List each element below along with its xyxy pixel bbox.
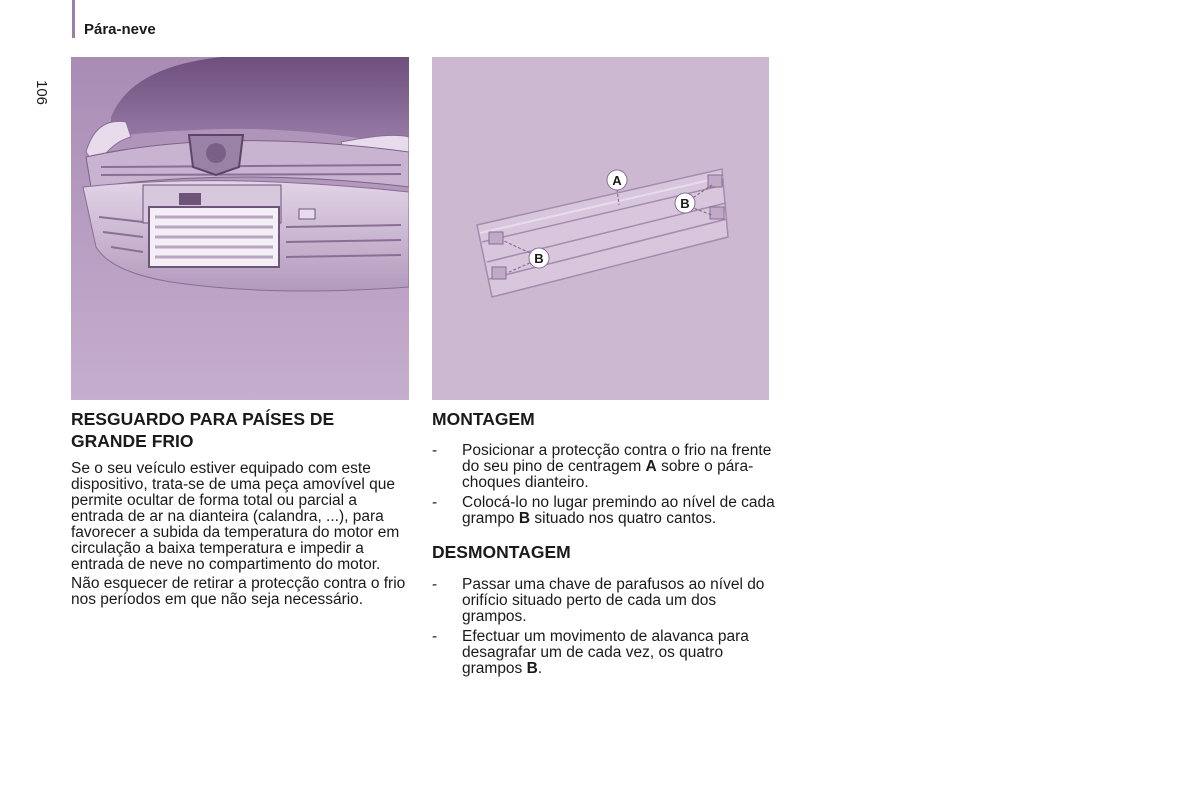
step-text: Efectuar um movimento de alavanca para desagrafar um de cada vez, os quatro grampos bbox=[462, 628, 749, 677]
left-column bbox=[71, 408, 411, 608]
list-dash: - bbox=[432, 442, 438, 459]
list-item bbox=[432, 629, 777, 677]
paragraph-description: Se o seu veículo estiver equipado com este dispositivo, trata-se de uma peça amovível que permite ocultar de forma total ou parcial a entrada de ar na dianteira (calandra, ...), para favorecer a subida da temperatura do motor em circulação a baixa temperatura e impedir a entrada de neve no compartimento do motor. bbox=[71, 460, 400, 573]
desmontagem-steps bbox=[432, 577, 777, 677]
paragraph-reminder: Não esquecer de retirar a protecção contra o frio nos períodos em que não seja necessário. bbox=[71, 575, 406, 608]
label-b-left: B bbox=[534, 251, 544, 266]
heading-desmontagem: DESMONTAGEM bbox=[432, 542, 571, 562]
list-dash: - bbox=[432, 494, 438, 511]
list-item bbox=[432, 577, 777, 625]
page-number: 106 bbox=[33, 80, 50, 106]
label-a: A bbox=[612, 173, 622, 188]
step-text: Colocá-lo no lugar premindo ao nível de cada grampo bbox=[462, 494, 775, 527]
list-item bbox=[432, 495, 777, 527]
step-text-end: . bbox=[537, 660, 543, 677]
montagem-steps bbox=[432, 443, 777, 527]
label-b-right: B bbox=[680, 196, 690, 211]
list-item bbox=[432, 443, 777, 491]
step-text: Posicionar a protecção contra o frio na frente do seu pino de centragem bbox=[462, 442, 772, 475]
section-title: Pára-neve bbox=[84, 21, 156, 38]
step-ref: B bbox=[518, 510, 531, 527]
car-front-drawing bbox=[71, 57, 409, 400]
step-ref: B bbox=[526, 660, 538, 677]
heading-montagem: MONTAGEM bbox=[432, 409, 535, 429]
heading-cold-protection: RESGUARDO PARA PAÍSES DE GRANDE FRIO bbox=[71, 409, 335, 451]
step-text-end: sobre o pára-choques dianteiro. bbox=[462, 458, 754, 491]
cover-part-illustration bbox=[432, 57, 769, 400]
step-text: Passar uma chave de parafusos ao nível do orifício situado perto de cada um dos grampos. bbox=[462, 576, 765, 625]
right-column bbox=[432, 408, 777, 677]
header-accent-bar bbox=[72, 0, 75, 38]
step-ref: A bbox=[645, 458, 657, 475]
car-front-illustration bbox=[71, 57, 409, 400]
step-text-end: situado nos quatro cantos. bbox=[534, 510, 717, 527]
list-dash: - bbox=[432, 576, 438, 593]
cover-part-drawing bbox=[432, 57, 769, 400]
list-dash: - bbox=[432, 628, 438, 645]
